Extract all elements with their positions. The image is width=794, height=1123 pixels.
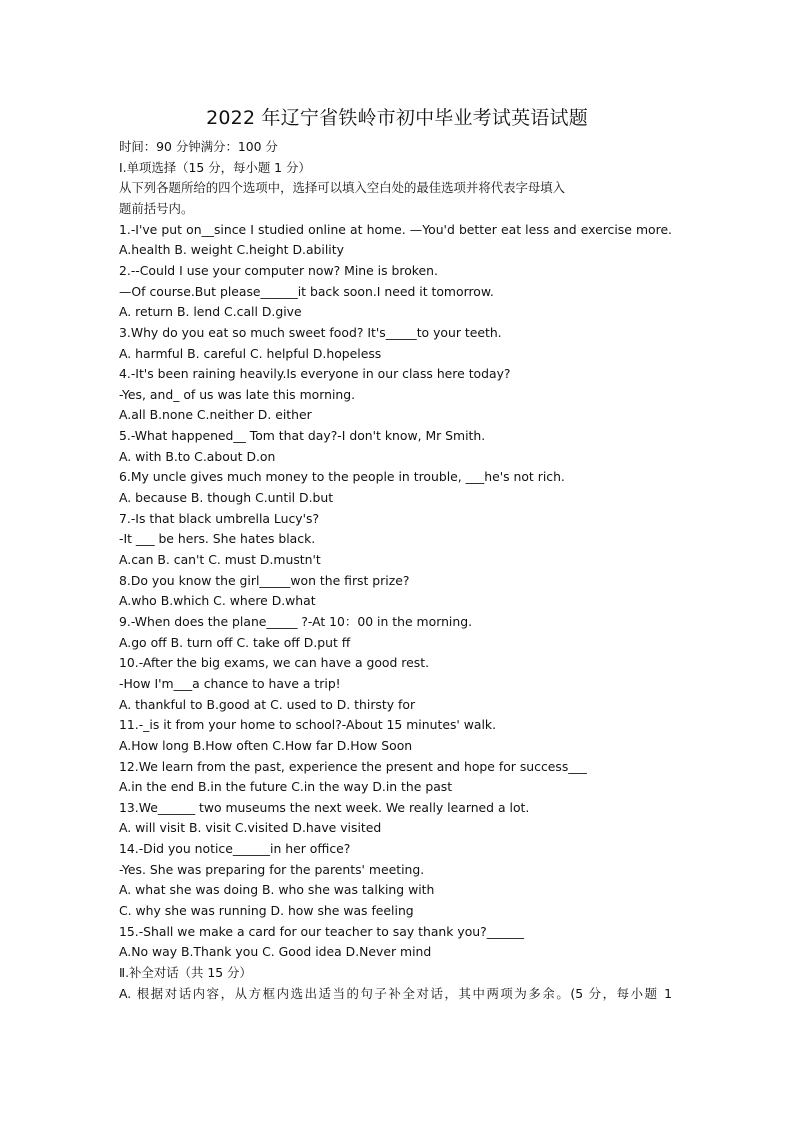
exam-line: -It ___ be hers. She hates black. <box>119 531 316 547</box>
exam-line: 14.-Did you notice______in her office? <box>119 841 351 857</box>
exam-line: 时间：90 分钟满分：100 分 <box>119 139 278 154</box>
exam-line: I.单项选择（15 分，每小题 1 分） <box>119 159 311 175</box>
exam-line: -Yes, and_ of us was late this morning. <box>119 386 356 402</box>
exam-line: A.No way B.Thank you C. Good idea D.Never mind <box>119 944 432 960</box>
exam-line: 6.My uncle gives much money to the people in trouble, ___he's not rich. <box>119 469 565 485</box>
exam-line: A.can B. can't C. must D.mustn't <box>119 552 321 567</box>
exam-line: A.health B. weight C.height D.ability <box>119 242 344 258</box>
exam-line: A. with B.to C.about D.on <box>119 448 276 464</box>
exam-line: -Yes. She was preparing for the parents' meeting. <box>119 861 425 877</box>
exam-line: C. why she was running D. how she was feeling <box>119 903 414 918</box>
exam-line: A.who B.which C. where D.what <box>119 593 316 609</box>
exam-line: 2.--Could I use your computer now? Mine is broken. <box>119 262 438 278</box>
exam-line: 3.Why do you eat so much sweet food? It's_____to your teeth. <box>119 324 502 340</box>
exam-line: 13.We______ two museums the next week. We really learned a lot. <box>119 799 530 815</box>
exam-line: A. what she was doing B. who she was talking with <box>119 882 435 898</box>
exam-line: 4.-It's been raining heavily.Is everyone in our class here today? <box>119 366 511 382</box>
exam-line: 9.-When does the plane_____ ?-At 10：00 in the morning. <box>119 614 473 629</box>
exam-line: A. return B. lend C.call D.give <box>119 304 302 320</box>
exam-line: —Of course.But please______it back soon.I need it tomorrow. <box>119 283 494 299</box>
exam-line: -How I'm___a chance to have a trip! <box>119 675 341 691</box>
exam-line: 从下列各题所给的四个选项中，选择可以填入空白处的最佳选项并将代表字母填入 <box>119 180 566 196</box>
exam-line: A.go off B. turn off C. take off D.put ff <box>119 634 351 650</box>
exam-line: A. harmful B. careful C. helpful D.hopeless <box>119 345 382 361</box>
exam-line: 题前括号内。 <box>119 200 194 216</box>
exam-line: A.in the end B.in the future C.in the way D.in the past <box>119 779 453 795</box>
exam-line: 7.-Is that black umbrella Lucy's? <box>119 510 320 526</box>
exam-line: Ⅱ.补全对话（共 15 分） <box>119 965 252 980</box>
exam-line: A. will visit B. visit C.visited D.have visited <box>119 820 382 836</box>
exam-line: A. thankful to B.good at C. used to D. thirsty for <box>119 696 416 712</box>
exam-line: A. because B. though C.until D.but <box>119 490 334 505</box>
exam-line: 11.-_is it from your home to school?-About 15 minutes' walk. <box>119 717 497 733</box>
exam-line: 5.-What happened__ Tom that day?-I don't know, Mr Smith. <box>119 428 486 444</box>
exam-line: 1.-I've put on__since I studied online at home. —You'd better eat less and exercise more. <box>119 221 672 237</box>
exam-line: A.all B.none C.neither D. either <box>119 407 312 423</box>
exam-line: 10.-After the big exams, we can have a good rest. <box>119 655 430 671</box>
exam-line: 12.We learn from the past, experience the present and hope for success___ <box>119 758 587 774</box>
exam-line: 15.-Shall we make a card for our teacher to say thank you?______ <box>119 923 524 939</box>
exam-line: A.How long B.How often C.How far D.How Soon <box>119 737 413 753</box>
exam-line: 8.Do you know the girl_____won the first prize? <box>119 572 410 588</box>
exam-line: A. 根据对话内容，从方框内选出适当的句子补全对话，其中两项为多余。(5 分，每小题 1 <box>119 985 672 1001</box>
exam-title: 2022 年辽宁省铁岭市初中毕业考试英语试题 <box>206 107 588 129</box>
